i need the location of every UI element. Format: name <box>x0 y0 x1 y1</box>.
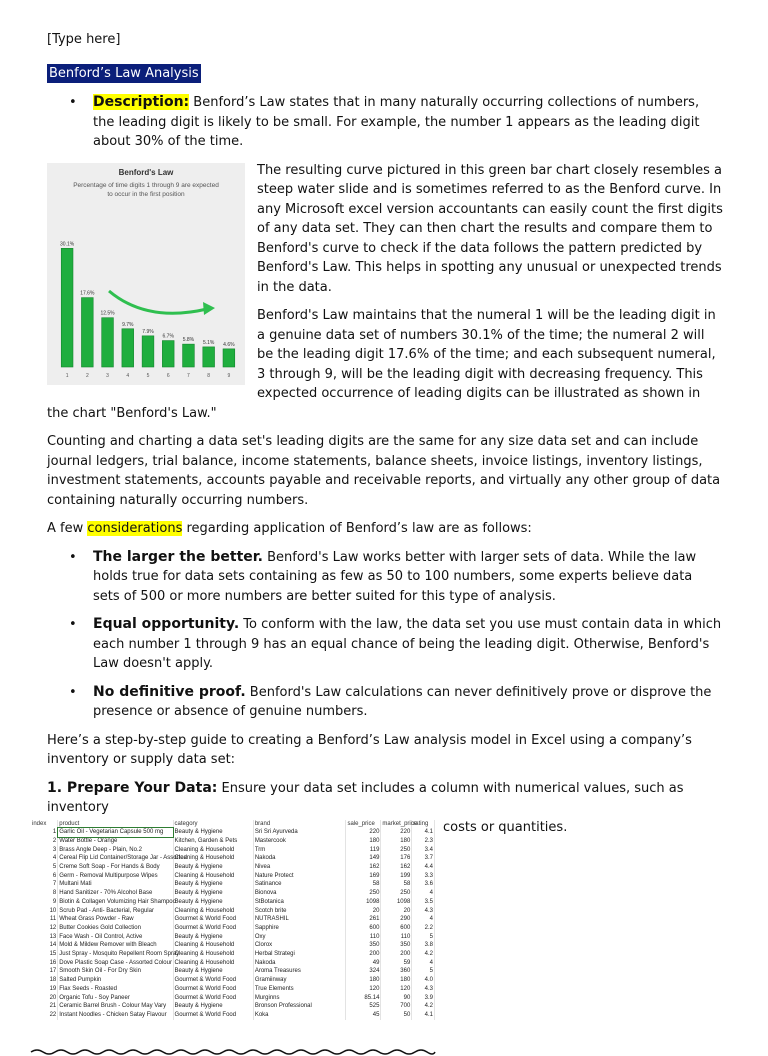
spreadsheet-cell: 360 <box>381 967 412 976</box>
chart-data-label: 12.5% <box>100 310 115 317</box>
spreadsheet-cell: 120 <box>346 985 381 994</box>
consideration-larger-better <box>47 548 723 607</box>
spreadsheet-cell: Herbal Strategi <box>253 950 346 959</box>
spreadsheet-cell: Multani Mati <box>58 880 173 889</box>
consideration-title: The larger the better. <box>93 548 263 565</box>
chart-subtitle-line: to occur in the first position <box>107 190 185 198</box>
spreadsheet-row <box>31 837 435 846</box>
spreadsheet-cell: 3.8 <box>412 941 435 950</box>
spreadsheet-cell: 199 <box>381 872 412 881</box>
spreadsheet-cell: Flax Seeds - Roasted <box>58 985 173 994</box>
spreadsheet-cell: 6 <box>31 872 58 881</box>
spreadsheet-cell: Just Spray - Mosquito Repellent Room Spray <box>59 951 180 958</box>
spreadsheet-cell: 324 <box>346 967 381 976</box>
spreadsheet-cell: 176 <box>381 854 412 863</box>
spreadsheet-cell: 220 <box>381 828 412 837</box>
spreadsheet-cell: Nakoda <box>253 854 346 863</box>
spreadsheet-cell: Beauty & Hygiene <box>173 880 253 889</box>
spreadsheet-cell: Gramiinway <box>253 976 346 985</box>
spreadsheet-cell: 149 <box>346 854 381 863</box>
chart-data-label: 30.1% <box>60 240 75 247</box>
spreadsheet-cell: Beauty & Hygiene <box>173 1002 253 1011</box>
spreadsheet-cell: Clorox <box>253 941 346 950</box>
chart-data-label: 7.9% <box>142 328 154 335</box>
spreadsheet-cell: 700 <box>381 1002 412 1011</box>
spreadsheet-cell: Cereal Flip Lid Container/Storage Jar - Assorted <box>59 855 187 862</box>
considerations-list <box>47 548 723 722</box>
spreadsheet-cell: Butter Cookies Gold Collection <box>58 924 173 933</box>
spreadsheet-cell: Salted Pumpkin <box>58 976 173 985</box>
spreadsheet-cell: Ceramic Barrel Brush - Colour May Vary <box>58 1002 173 1011</box>
spreadsheet-cell: Oxy <box>253 933 346 942</box>
spreadsheet-header-cell: index <box>31 820 58 829</box>
spreadsheet-header-row <box>31 820 435 829</box>
spreadsheet-cell: Wheat Grass Powder - Raw <box>58 915 173 924</box>
spreadsheet-cell: 9 <box>31 898 58 907</box>
spreadsheet-cell: 220 <box>346 828 381 837</box>
benford-bar-chart <box>47 163 245 385</box>
spreadsheet-cell: Beauty & Hygiene <box>173 889 253 898</box>
step1-heading: 1. Prepare Your Data: <box>47 779 218 796</box>
spreadsheet-cell: 3.5 <box>412 898 435 907</box>
spreadsheet-cell: Instant Noodles - Chicken Satay Flavour <box>58 1011 173 1020</box>
step1-text: Ensure your data set includes a column with numerical values, such as inventory <box>47 780 684 815</box>
spreadsheet-cell: Hand Sanitizer - 70% Alcohol Base <box>58 889 173 898</box>
description-list <box>47 93 723 152</box>
header-placeholder[interactable]: [Type here] <box>47 32 121 47</box>
spreadsheet-cell: 3.3 <box>412 872 435 881</box>
spreadsheet-cell: 3.4 <box>412 846 435 855</box>
spreadsheet-cell: 600 <box>346 924 381 933</box>
spreadsheet-cell: 4 <box>412 915 435 924</box>
spreadsheet-cell: 5 <box>412 967 435 976</box>
spreadsheet-cell: Cleaning & Household <box>173 950 253 959</box>
spreadsheet-cell: Scotch brite <box>253 907 346 916</box>
spreadsheet-row <box>31 967 435 976</box>
spreadsheet-cell: 18 <box>31 976 58 985</box>
spreadsheet-row <box>31 880 435 889</box>
spreadsheet-cell: 4.3 <box>412 985 435 994</box>
spreadsheet-cell: 90 <box>381 994 412 1003</box>
spreadsheet-cell: Cleaning & Household <box>173 907 253 916</box>
spreadsheet-cell: 59 <box>381 959 412 968</box>
spreadsheet-cell: 7 <box>31 880 58 889</box>
consideration-text: To conform with the law, the data set you use must contain data in which each number 1 through 9 has an equal chance of being the leading digit. Otherwise, Benford's Law doesn't apply. <box>93 617 722 671</box>
spreadsheet-header-cell: market_price <box>382 820 418 827</box>
spreadsheet-cell: Gourmet & World Food <box>173 924 253 933</box>
spreadsheet-cell: 120 <box>381 985 412 994</box>
chart-bar-1 <box>61 248 73 367</box>
spreadsheet-cell: 2 <box>31 837 58 846</box>
spreadsheet-header-cell: rating <box>412 820 435 829</box>
spreadsheet-cell: 290 <box>381 915 412 924</box>
spreadsheet-cell: 250 <box>346 889 381 898</box>
spreadsheet-cell: 5 <box>412 933 435 942</box>
chart-bar-8 <box>203 346 215 366</box>
spreadsheet-cell: NUTRASHIL <box>253 915 346 924</box>
spreadsheet-cell: 4 <box>412 959 435 968</box>
spreadsheet-cell: Smooth Skin Oil - For Dry Skin <box>58 967 173 976</box>
spreadsheet-cell: Bronson Professional <box>253 1002 346 1011</box>
spreadsheet-cell: Nakoda <box>253 959 346 968</box>
spreadsheet-cell: 58 <box>381 880 412 889</box>
spreadsheet-row <box>31 854 435 863</box>
spreadsheet-cell: Gourmet & World Food <box>173 985 253 994</box>
spreadsheet-cell: 16 <box>31 959 58 968</box>
spreadsheet-cell: Germ - Removal Multipurpose Wipes <box>58 872 173 881</box>
document-page <box>32 30 723 1052</box>
spreadsheet-cell: 4.2 <box>412 950 435 959</box>
considerations-intro-rest: regarding application of Benford’s law are as follows: <box>182 521 532 536</box>
spreadsheet-cell: Creme Soft Soap - For Hands & Body <box>58 863 173 872</box>
step1-line <box>47 779 723 818</box>
chart-data-label: 17.6% <box>80 290 95 297</box>
chart-subtitle-line: Percentage of time digits 1 through 9 are expected <box>73 181 219 189</box>
spreadsheet-cell: 20 <box>31 994 58 1003</box>
spreadsheet-cell: 350 <box>346 941 381 950</box>
spreadsheet-cell: 2.2 <box>412 924 435 933</box>
spreadsheet-cell: Brass Angle Deep - Plain, No.2 <box>58 846 173 855</box>
spreadsheet-cell: 180 <box>346 837 381 846</box>
spreadsheet-cell: 20 <box>346 907 381 916</box>
chart-tick-label: 8 <box>207 372 211 379</box>
spreadsheet-cell: Biotin & Collagen Volumizing Hair Shampoo <box>59 898 176 905</box>
chart-data-label: 9.7% <box>122 321 134 328</box>
spreadsheet-cell: 4 <box>31 854 58 863</box>
spreadsheet-cell: 162 <box>381 863 412 872</box>
consideration-title: No definitive proof. <box>93 683 246 700</box>
spreadsheet-cell: Scrub Pad - Anti- Bacterial, Regular <box>58 907 173 916</box>
spreadsheet-cell: Cleaning & Household <box>173 872 253 881</box>
spreadsheet-row <box>31 1011 435 1020</box>
spreadsheet-cell: 4.3 <box>412 907 435 916</box>
description-item <box>47 93 723 152</box>
spreadsheet-cell: 1098 <box>346 898 381 907</box>
spreadsheet-cell: 525 <box>346 1002 381 1011</box>
paragraph-leading-digit: Benford's Law maintains that the numeral 1 will be the leading digit in a genuine data set of numbers 30.1% of the time; the numeral 2 will be the leading digit 17.6% of the time; and each subsequent numeral, 3 through 9, will be the leading digit with decreasing frequency. This expected occurrence of leading digits can be illustrated as shown in the chart "Benford's Law." <box>47 308 716 421</box>
spreadsheet-header-cell: brand <box>253 820 346 829</box>
spreadsheet-cell: 4.2 <box>412 1002 435 1011</box>
chart-tick-label: 1 <box>65 372 69 379</box>
consideration-no-proof <box>47 683 723 722</box>
spreadsheet-row <box>31 1002 435 1011</box>
spreadsheet-body <box>31 828 435 1019</box>
spreadsheet-row <box>31 898 435 907</box>
spreadsheet-cell: Cleaning & Household <box>173 941 253 950</box>
spreadsheet-cell: 20 <box>381 907 412 916</box>
chart-bar-4 <box>122 328 134 366</box>
paragraph-counting: Counting and charting a data set's leading digits are the same for any size data set and can include journal ledgers, trial balance, income statements, balance sheets, invoice listings, inventory listings, investment statements, accounts payable and receivable reports, and virtually any other group of data containing naturally occurring numbers. <box>47 434 721 508</box>
spreadsheet-cell: 4.0 <box>412 976 435 985</box>
spreadsheet-header-cell: category <box>173 820 253 829</box>
spreadsheet-cell: Kitchen, Garden & Pets <box>173 837 253 846</box>
spreadsheet-cell: 45 <box>346 1011 381 1020</box>
description-label: Description: <box>93 94 190 110</box>
spreadsheet-row <box>31 889 435 898</box>
chart-tick-label: 9 <box>227 372 231 379</box>
chart-data-label: 6.7% <box>162 333 174 340</box>
spreadsheet-row <box>31 941 435 950</box>
spreadsheet-cell: Beauty & Hygiene <box>173 863 253 872</box>
spreadsheet-row <box>31 933 435 942</box>
step1-text-continued: costs or quantities. <box>443 819 568 835</box>
spreadsheet-cell: 4 <box>412 889 435 898</box>
chart-bar-6 <box>162 340 174 366</box>
spreadsheet-cell: 119 <box>346 846 381 855</box>
spreadsheet-cell: Gourmet & World Food <box>173 1011 253 1020</box>
spreadsheet-cell: 4.4 <box>412 863 435 872</box>
spreadsheet-cell: 200 <box>346 950 381 959</box>
spreadsheet-cell: Sapphire <box>253 924 346 933</box>
spreadsheet-cell: Bionova <box>253 889 346 898</box>
spreadsheet-cell: 2.3 <box>412 837 435 846</box>
spreadsheet-row <box>31 846 435 855</box>
spreadsheet-cell: 15 <box>31 950 58 959</box>
chart-data-label: 5.1% <box>202 339 215 346</box>
spreadsheet-cell: 250 <box>381 889 412 898</box>
spreadsheet-cell: Cleaning & Household <box>173 854 253 863</box>
consideration-title: Equal opportunity. <box>93 616 240 632</box>
description-text: Benford’s Law states that in many naturally occurring collections of numbers, the leading digit is likely to be small. For example, the number 1 appears as the leading digit about 30% of the time. <box>93 95 700 149</box>
chart-bar-2 <box>81 297 93 366</box>
spreadsheet-cell: 50 <box>381 1011 412 1020</box>
spreadsheet-row <box>31 907 435 916</box>
paragraph-water-slide: The resulting curve pictured in this green bar chart closely resembles a steep water slide and is sometimes referred to as the Benford curve. In any Microsoft excel version accountants can easily count the first digits of any data set. They can then chart the results and compare them to Benford's curve to check if the data follows the pattern predicted by Benford's Law. This helps in spotting any unusual or unexpected trends in the data. <box>257 162 723 295</box>
spreadsheet-cell: Cleaning & Household <box>173 959 253 968</box>
spreadsheet-cell: 169 <box>346 872 381 881</box>
spreadsheet-cell: Satinance <box>253 880 346 889</box>
spreadsheet-row <box>31 828 435 837</box>
spreadsheet-header-cell: sale_price <box>346 820 381 829</box>
chart-bar-3 <box>102 317 114 366</box>
spreadsheet-cell: 8 <box>31 889 58 898</box>
chart-data-label: 5.8% <box>182 336 195 343</box>
spreadsheet-cell: 5 <box>31 863 58 872</box>
consideration-equal-opportunity <box>47 615 723 674</box>
spreadsheet-cell: Beauty & Hygiene <box>173 828 253 837</box>
chart-tick-label: 7 <box>187 372 190 379</box>
spreadsheet-cell: 1 <box>31 828 58 837</box>
spreadsheet-cell: 162 <box>346 863 381 872</box>
spreadsheet-row <box>31 959 435 968</box>
spreadsheet-cell: Beauty & Hygiene <box>173 933 253 942</box>
spreadsheet-image <box>31 820 435 1052</box>
spreadsheet-cell: True Elements <box>253 985 346 994</box>
spreadsheet-cell: 180 <box>381 837 412 846</box>
chart-bar-9 <box>223 348 235 366</box>
spreadsheet-cell: Nature Protect <box>253 872 346 881</box>
spreadsheet-cell: 1098 <box>381 898 412 907</box>
spreadsheet-cell: 4.1 <box>412 828 435 837</box>
spreadsheet-cell: 17 <box>31 967 58 976</box>
spreadsheet-row <box>31 915 435 924</box>
spreadsheet-cell: 3 <box>31 846 58 855</box>
spreadsheet-cell: Face Wash - Oil Control, Active <box>58 933 173 942</box>
spreadsheet-row <box>31 872 435 881</box>
spreadsheet-cell: Trm <box>253 846 346 855</box>
spreadsheet-row <box>31 994 435 1003</box>
spreadsheet-cell: Nivea <box>253 863 346 872</box>
spreadsheet-cell: 600 <box>381 924 412 933</box>
considerations-intro-text: A few <box>47 521 88 536</box>
spreadsheet-cell: 350 <box>381 941 412 950</box>
spreadsheet-header-cell: product <box>58 820 173 829</box>
considerations-highlight: considerations <box>87 521 183 536</box>
spreadsheet-cell: 14 <box>31 941 58 950</box>
consideration-text: Benford's Law works better with larger sets of data. While the law holds true for data sets containing as few as 50 to 100 numbers, some experts believe data sets of 500 or more numbers are better suited for this type of analysis. <box>93 549 697 604</box>
inventory-spreadsheet <box>31 820 435 1020</box>
spreadsheet-cell: 3.9 <box>412 994 435 1003</box>
torn-edge <box>31 1048 435 1056</box>
spreadsheet-cell: 58 <box>346 880 381 889</box>
spreadsheet-cell: 261 <box>346 915 381 924</box>
spreadsheet-cell: 13 <box>31 933 58 942</box>
chart-bar-7 <box>183 344 195 367</box>
spreadsheet-cell: 180 <box>381 976 412 985</box>
spreadsheet-row <box>31 976 435 985</box>
spreadsheet-cell: 200 <box>381 950 412 959</box>
spreadsheet-cell: 11 <box>31 915 58 924</box>
spreadsheet-cell: Water Bottle - Orange <box>58 837 173 846</box>
paragraph-guide-intro: Here’s a step-by-step guide to creating a Benford’s Law analysis model in Excel using a company’s inventory or supply data set: <box>47 732 692 767</box>
paragraph-considerations-intro <box>47 519 723 539</box>
spreadsheet-cell: Organic Tofu - Soy Paneer <box>58 994 173 1003</box>
chart-tick-label: 6 <box>166 372 170 379</box>
spreadsheet-row <box>31 985 435 994</box>
chart-tick-label: 5 <box>146 372 150 379</box>
spreadsheet-cell: 110 <box>381 933 412 942</box>
spreadsheet-cell: Aroma Treasures <box>253 967 346 976</box>
spreadsheet-cell: 85.14 <box>346 994 381 1003</box>
spreadsheet-cell: Beauty & Hygiene <box>173 967 253 976</box>
consideration-text: Benford's Law calculations can never definitively prove or disprove the presence or absence of genuine numbers. <box>93 684 712 719</box>
spreadsheet-cell: Garlic Oil - Vegetarian Capsule 500 mg <box>58 828 173 837</box>
spreadsheet-cell: Koka <box>253 1011 346 1020</box>
spreadsheet-cell: 19 <box>31 985 58 994</box>
spreadsheet-cell: Murginns <box>253 994 346 1003</box>
spreadsheet-cell: Sri Sri Ayurveda <box>253 828 346 837</box>
chart-tick-label: 4 <box>126 372 130 379</box>
spreadsheet-cell: Dove Plastic Soap Case - Assorted Colour <box>59 959 172 966</box>
spreadsheet-row <box>31 924 435 933</box>
spreadsheet-cell: 49 <box>346 959 381 968</box>
spreadsheet-cell: Gourmet & World Food <box>173 976 253 985</box>
spreadsheet-cell: 4.1 <box>412 1011 435 1020</box>
chart-bar-5 <box>142 335 154 366</box>
spreadsheet-row <box>31 863 435 872</box>
spreadsheet-cell: 21 <box>31 1002 58 1011</box>
chart-tick-label: 2 <box>85 372 89 379</box>
spreadsheet-cell: Beauty & Hygiene <box>173 898 253 907</box>
spreadsheet-cell: 22 <box>31 1011 58 1020</box>
spreadsheet-row <box>31 950 435 959</box>
spreadsheet-cell: StBotanica <box>253 898 346 907</box>
spreadsheet-cell: 10 <box>31 907 58 916</box>
spreadsheet-cell: 3.7 <box>412 854 435 863</box>
chart-title: Benford's Law <box>118 167 174 177</box>
chart-data-label: 4.6% <box>223 341 235 348</box>
document-title: Benford’s Law Analysis <box>47 64 201 84</box>
spreadsheet-cell: Gourmet & World Food <box>173 915 253 924</box>
spreadsheet-cell: Mold & Mildew Remover with Bleach <box>58 941 173 950</box>
spreadsheet-cell: 3.6 <box>412 880 435 889</box>
spreadsheet-cell: 250 <box>381 846 412 855</box>
spreadsheet-cell: 12 <box>31 924 58 933</box>
spreadsheet-cell: Gourmet & World Food <box>173 994 253 1003</box>
spreadsheet-cell: 110 <box>346 933 381 942</box>
spreadsheet-cell: Mastercook <box>253 837 346 846</box>
chart-tick-label: 3 <box>106 372 109 379</box>
spreadsheet-cell: Cleaning & Household <box>173 846 253 855</box>
spreadsheet-cell: 180 <box>346 976 381 985</box>
